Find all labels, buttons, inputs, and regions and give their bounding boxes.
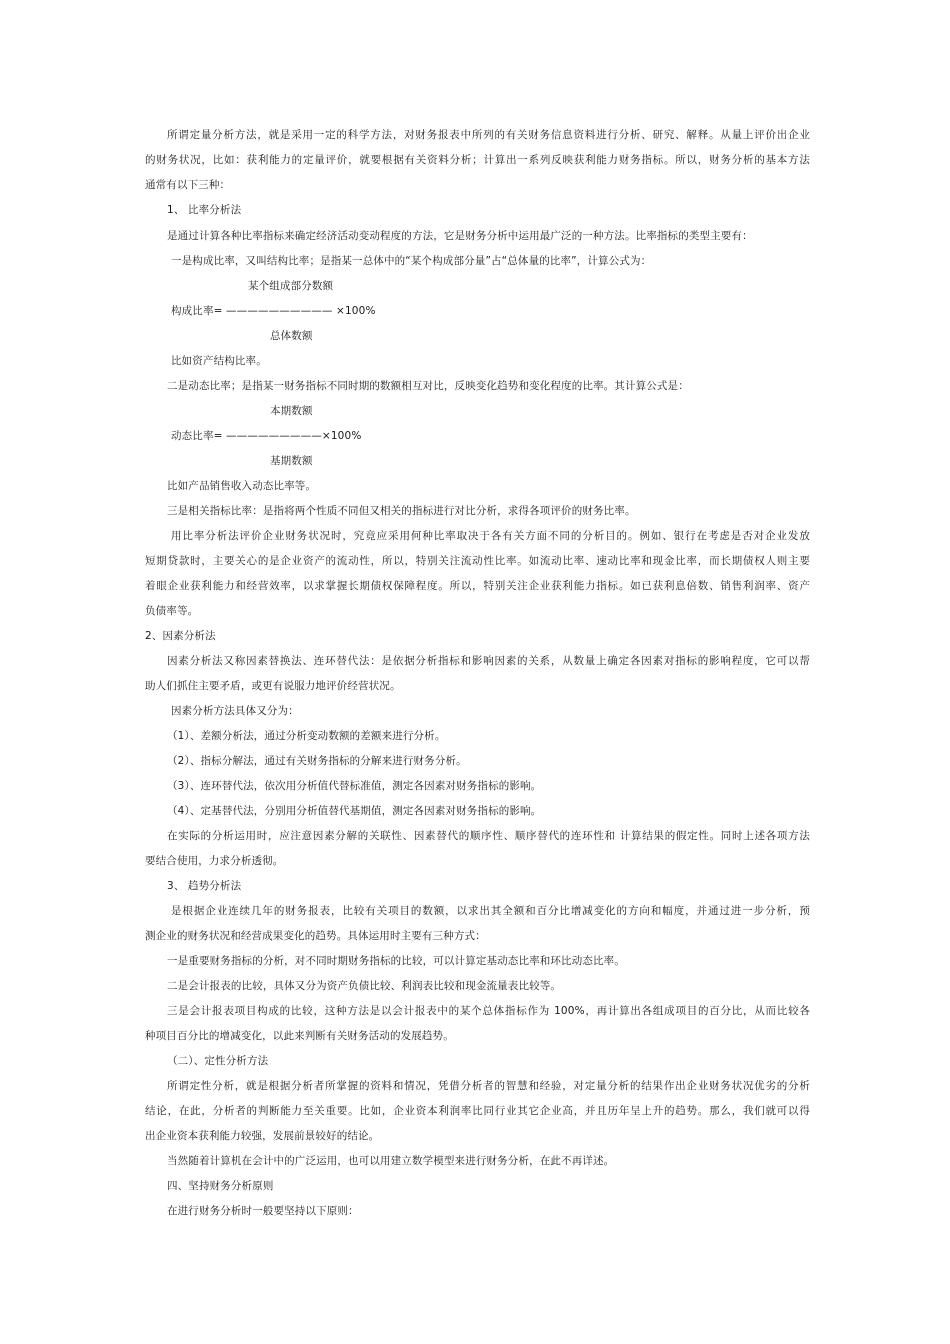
paragraph-line: 因素分析法又称因素替换法、连环替代法：是依据分析指标和影响因素的关系，从数量上确定各因素对指标的影响程度，它可以帮 <box>167 655 810 667</box>
section-heading: 2、因素分析法 <box>145 630 216 642</box>
formula-numerator: 本期数额 <box>270 405 313 417</box>
paragraph-line: 负债率等。 <box>145 605 199 617</box>
paragraph-line: 要结合使用，力求分析透彻。 <box>145 855 284 867</box>
list-item: （1）、差额分析法，通过分析变动数额的差额来进行分析。 <box>167 730 446 742</box>
paragraph-line: 出企业资本获利能力较强，发展前景较好的结论。 <box>145 1130 380 1142</box>
formula-line: 动态比率= —————————×100% <box>171 430 362 442</box>
paragraph-line: 当然随着计算机在会计中的广泛运用，也可以用建立数学模型来进行财务分析，在此不再详述。 <box>167 1155 615 1167</box>
paragraph-line: 在进行财务分析时一般要坚持以下原则： <box>167 1205 359 1217</box>
list-item: （3）、连环替代法，依次用分析值代替标准值，测定各因素对财务指标的影响。 <box>167 780 542 792</box>
list-item: （2）、指标分解法，通过有关财务指标的分解来进行财务分析。 <box>167 755 467 767</box>
paragraph-line: 是根据企业连续几年的财务报表，比较有关项目的数额，以求出其全额和百分比增减变化的方向和幅度，并通过进一步分析，预 <box>171 905 810 917</box>
paragraph-line: 三是会计报表项目构成的比较，这种方法是以会计报表中的某个总体指标作为 100%，再计算出各组成项目的百分比，从而比较各 <box>167 1005 810 1017</box>
paragraph-line: 助人们抓住主要矛盾，或更有说服力地评价经营状况。 <box>145 680 401 692</box>
paragraph-line: 三是相关指标比率：是指将两个性质不同但又相关的指标进行对比分析，求得各项评价的财务比率。 <box>167 505 636 517</box>
paragraph-line: 结论，在此，分析者的判断能力至关重要。比如，企业资本利润率比同行业其它企业高，并且历年呈上升的趋势。那么，我们就可以得 <box>145 1105 810 1117</box>
formula-denominator: 基期数额 <box>270 455 313 467</box>
paragraph-line: 测企业的财务状况和经营成果变化的趋势。具体运用时主要有三种方式： <box>145 930 486 942</box>
section-heading: 四、坚持财务分析原则 <box>167 1180 274 1192</box>
paragraph-line: 二是动态比率；是指某一财务指标不同时期的数额相互对比，反映变化趋势和变化程度的比率。其计算公式是： <box>167 380 689 392</box>
paragraph-line: 比如产品销售收入动态比率等。 <box>167 480 317 492</box>
paragraph-line: 用比率分析法评价企业财务状况时，究竟应采用何种比率取决于各有关方面不同的分析目的。例如、银行在考虑是否对企业发放 <box>171 530 810 542</box>
paragraph-line: 的财务状况，比如：获利能力的定量评价，就要根据有关资料分析；计算出一系列反映获利能力财务指标。所以，财务分析的基本方法 <box>145 154 810 166</box>
section-heading: （二）、定性分析方法 <box>167 1055 269 1067</box>
paragraph-line: 种项目百分比的增减变化，以此来判断有关财务活动的发展趋势。 <box>145 1030 454 1042</box>
formula-numerator: 某个组成部分数额 <box>248 280 334 292</box>
paragraph-line: 一是构成比率，又叫结构比率；是指某一总体中的“某个构成部分量”占“总体量的比率”，计算公式为： <box>171 255 652 267</box>
paragraph-line: 因素分析方法具体又分为： <box>171 705 299 717</box>
paragraph-line: 在实际的分析运用时，应注意因素分解的关联性、因素替代的顺序性、顺序替代的连环性和 计算结果的假定性。同时上述各项方法 <box>167 830 810 842</box>
paragraph-line: 一是重要财务指标的分析，对不同时期财务指标的比较，可以计算定基动态比率和环比动态比率。 <box>167 955 625 967</box>
paragraph-line: 所谓定量分析方法，就是采用一定的科学方法，对财务报表中所列的有关财务信息资料进行分析、研究、解释。从量上评价出企业 <box>167 129 810 141</box>
section-heading: 1、 比率分析法 <box>167 204 242 216</box>
paragraph-line: 二是会计报表的比较，具体又分为资产负债比较、利润表比较和现金流量表比较等。 <box>167 980 562 992</box>
paragraph-line: 比如资产结构比率。 <box>171 355 267 367</box>
paragraph-line: 是通过计算各种比率指标来确定经济活动变动程度的方法，它是财务分析中运用最广泛的一种方法。比率指标的类型主要有： <box>167 230 753 242</box>
formula-line: 构成比率= —————————— ×100% <box>171 305 376 317</box>
section-heading: 3、 趋势分析法 <box>167 880 242 892</box>
formula-denominator: 总体数额 <box>270 330 313 342</box>
paragraph-line: 通常有以下三种： <box>145 179 231 191</box>
paragraph-line: 所谓定性分析，就是根据分析者所掌握的资料和情况，凭借分析者的智慧和经验，对定量分析的结果作出企业财务状况优劣的分析 <box>167 1080 810 1092</box>
paragraph-line: 短期贷款时，主要关心的是企业资产的流动性，所以，特别关注流动性比率。如流动比率、速动比率和现金比率，而长期债权人则主要 <box>145 555 810 567</box>
list-item: （4）、定基替代法，分别用分析值替代基期值，测定各因素对财务指标的影响。 <box>167 805 542 817</box>
paragraph-line: 着眼企业获利能力和经营效率，以求掌握长期债权保障程度。所以，特别关注企业获利能力指标。如已获利息倍数、销售利润率、资产 <box>145 580 810 592</box>
